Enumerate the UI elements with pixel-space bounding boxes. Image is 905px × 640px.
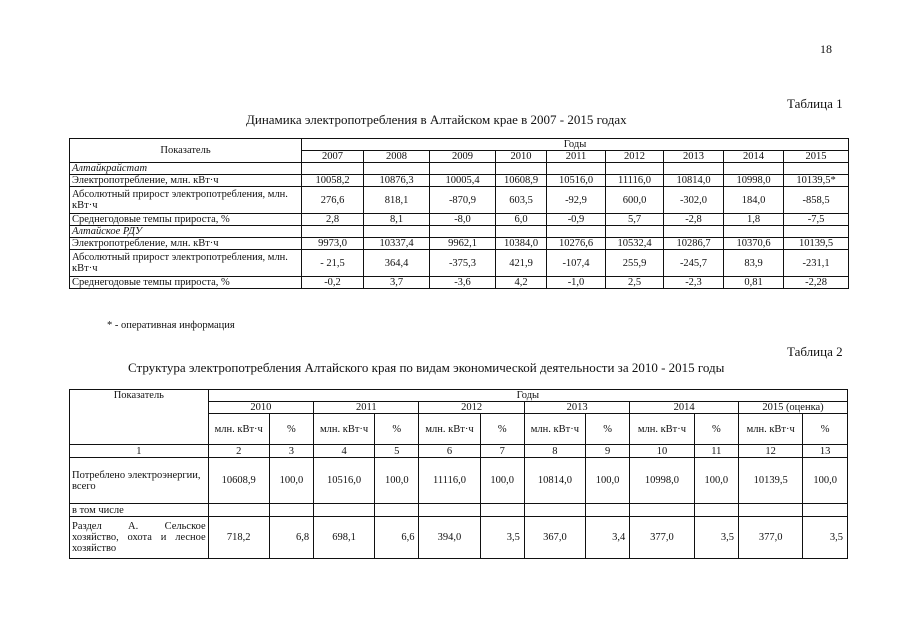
table-cell: 603,5 [496,187,547,214]
table-row [70,214,849,226]
table-cell: -858,5 [784,187,849,214]
table-cell: 10370,6 [724,238,784,250]
table-cell: 718,2 [208,517,269,559]
table-cell: 10814,0 [664,175,724,187]
table-row [70,175,849,187]
table-cell: 1,8 [724,214,784,226]
table-cell: 3,5 [803,517,848,559]
table-cell: 9962,1 [430,238,496,250]
table1-footnote: * - оперативная информация [107,320,235,331]
table-cell: 377,0 [630,517,694,559]
table-cell: 377,0 [739,517,803,559]
table2-year: 2011 [314,402,419,414]
table1-year: 2010 [496,151,547,163]
table-cell: 10608,9 [208,458,269,504]
column-index: 7 [480,445,524,458]
table-row [70,504,848,517]
table-cell: 0,81 [724,277,784,289]
row-label: Абсолютный прирост электропотребления, млн. кВт·ч [70,250,302,277]
table1-year: 2015 [784,151,849,163]
table1-header-years: Годы [302,139,849,151]
table1-year: 2014 [724,151,784,163]
table-cell: 600,0 [606,187,664,214]
column-index: 8 [524,445,585,458]
table-row [70,250,849,277]
table-cell: -7,5 [784,214,849,226]
table-cell: 100,0 [803,458,848,504]
unit-pct: % [269,414,313,445]
table-row [70,187,849,214]
table-cell: 10532,4 [606,238,664,250]
table-cell: 100,0 [694,458,738,504]
table-cell: -2,8 [664,214,724,226]
table-cell: - 21,5 [302,250,364,277]
table1-label: Таблица 1 [787,96,843,111]
column-index: 13 [803,445,848,458]
unit-pct: % [803,414,848,445]
table-cell: 10005,4 [430,175,496,187]
table1 [69,138,849,289]
table-cell: 3,7 [364,277,430,289]
table2-year: 2010 [208,402,313,414]
table-cell: 3,4 [585,517,629,559]
unit-mln: млн. кВт·ч [739,414,803,445]
table1-section-row [70,163,849,175]
row-label: Электропотребление, млн. кВт·ч [70,238,302,250]
table-cell: 9973,0 [302,238,364,250]
table-cell: -2,28 [784,277,849,289]
table-row [70,277,849,289]
column-index: 9 [585,445,629,458]
table-cell: 8,1 [364,214,430,226]
table-cell: 276,6 [302,187,364,214]
table2-year: 2013 [524,402,629,414]
table2-header-years: Годы [208,390,847,402]
table-cell: -231,1 [784,250,849,277]
table-cell: -92,9 [547,187,606,214]
table-cell: 10337,4 [364,238,430,250]
column-index: 3 [269,445,313,458]
table-cell: 6,6 [375,517,419,559]
table-cell: 10516,0 [547,175,606,187]
table-cell: -107,4 [547,250,606,277]
unit-pct: % [694,414,738,445]
table2-year: 2012 [419,402,524,414]
table-cell: 10516,0 [314,458,375,504]
table1-year: 2007 [302,151,364,163]
table1-year: 2008 [364,151,430,163]
page-number: 18 [820,42,832,56]
table2-label: Таблица 2 [787,344,843,359]
table2-title: Структура электропотребления Алтайского края по видам экономической деятельности за 2010 - 2015 годы [128,360,725,375]
table1-title: Динамика электропотребления в Алтайском крае в 2007 - 2015 годах [246,112,627,127]
table-cell: 10286,7 [664,238,724,250]
unit-mln: млн. кВт·ч [630,414,694,445]
table2 [69,389,848,559]
table-cell: -1,0 [547,277,606,289]
table-cell: 10876,3 [364,175,430,187]
table-cell: 100,0 [375,458,419,504]
row-label: Среднегодовые темпы прироста, % [70,277,302,289]
row-label: Среднегодовые темпы прироста, % [70,214,302,226]
table-cell: 364,4 [364,250,430,277]
column-index: 11 [694,445,738,458]
table-cell: 6,0 [496,214,547,226]
unit-mln: млн. кВт·ч [419,414,480,445]
unit-mln: млн. кВт·ч [208,414,269,445]
table-cell: 10998,0 [724,175,784,187]
table-row [70,238,849,250]
table2-header-indicator: Показатель [70,390,209,445]
unit-mln: млн. кВт·ч [524,414,585,445]
column-index: 10 [630,445,694,458]
table2-index-row [70,445,848,458]
table1-year: 2011 [547,151,606,163]
table-cell: 10608,9 [496,175,547,187]
row-label: Раздел А. Сельское хозяйство, охота и лесное хозяйство [70,517,209,559]
table-cell: 10139,5 [784,238,849,250]
table-cell: -0,2 [302,277,364,289]
table-cell: 10139,5 [739,458,803,504]
table1-section-name: Алтайское РДУ [70,226,302,238]
table-cell: 10814,0 [524,458,585,504]
table2-year: 2014 [630,402,739,414]
table1-year: 2013 [664,151,724,163]
table-cell: 6,8 [269,517,313,559]
table-cell: 184,0 [724,187,784,214]
table-cell: 11116,0 [419,458,480,504]
table-cell: 10276,6 [547,238,606,250]
table-cell: -245,7 [664,250,724,277]
table-cell: 100,0 [269,458,313,504]
table1-section-name: Алтайкрайстат [70,163,302,175]
table-cell: 2,5 [606,277,664,289]
unit-pct: % [375,414,419,445]
table-cell: 5,7 [606,214,664,226]
table-cell: 2,8 [302,214,364,226]
table-cell: 100,0 [585,458,629,504]
table2-year: 2015 (оценка) [739,402,848,414]
table-row [70,458,848,504]
table-cell: 421,9 [496,250,547,277]
table-cell: 3,5 [694,517,738,559]
table-cell: -3,6 [430,277,496,289]
table-cell: 10384,0 [496,238,547,250]
table-cell: 255,9 [606,250,664,277]
row-label: в том числе [70,504,209,517]
table-cell: 4,2 [496,277,547,289]
unit-mln: млн. кВт·ч [314,414,375,445]
table-cell: 394,0 [419,517,480,559]
table-cell: -8,0 [430,214,496,226]
table-cell: 10139,5* [784,175,849,187]
table1-section-row [70,226,849,238]
table1-header-indicator: Показатель [70,139,302,163]
table-cell: 818,1 [364,187,430,214]
table-cell: -2,3 [664,277,724,289]
table-cell: -0,9 [547,214,606,226]
table-cell: 3,5 [480,517,524,559]
row-label: Абсолютный прирост электропотребления, млн. кВт·ч [70,187,302,214]
column-index: 12 [739,445,803,458]
table-row [70,517,848,559]
column-index: 1 [70,445,209,458]
table-cell: -870,9 [430,187,496,214]
table-cell: 10998,0 [630,458,694,504]
column-index: 4 [314,445,375,458]
table-cell: -375,3 [430,250,496,277]
table1-year: 2009 [430,151,496,163]
table-cell: 367,0 [524,517,585,559]
unit-pct: % [585,414,629,445]
table-cell: 83,9 [724,250,784,277]
table1-year: 2012 [606,151,664,163]
column-index: 5 [375,445,419,458]
unit-pct: % [480,414,524,445]
table-cell: -302,0 [664,187,724,214]
row-label: Потреблено электроэнергии, всего [70,458,209,504]
column-index: 2 [208,445,269,458]
row-label: Электропотребление, млн. кВт·ч [70,175,302,187]
table-cell: 11116,0 [606,175,664,187]
table-cell: 10058,2 [302,175,364,187]
table-cell: 100,0 [480,458,524,504]
column-index: 6 [419,445,480,458]
table-cell: 698,1 [314,517,375,559]
